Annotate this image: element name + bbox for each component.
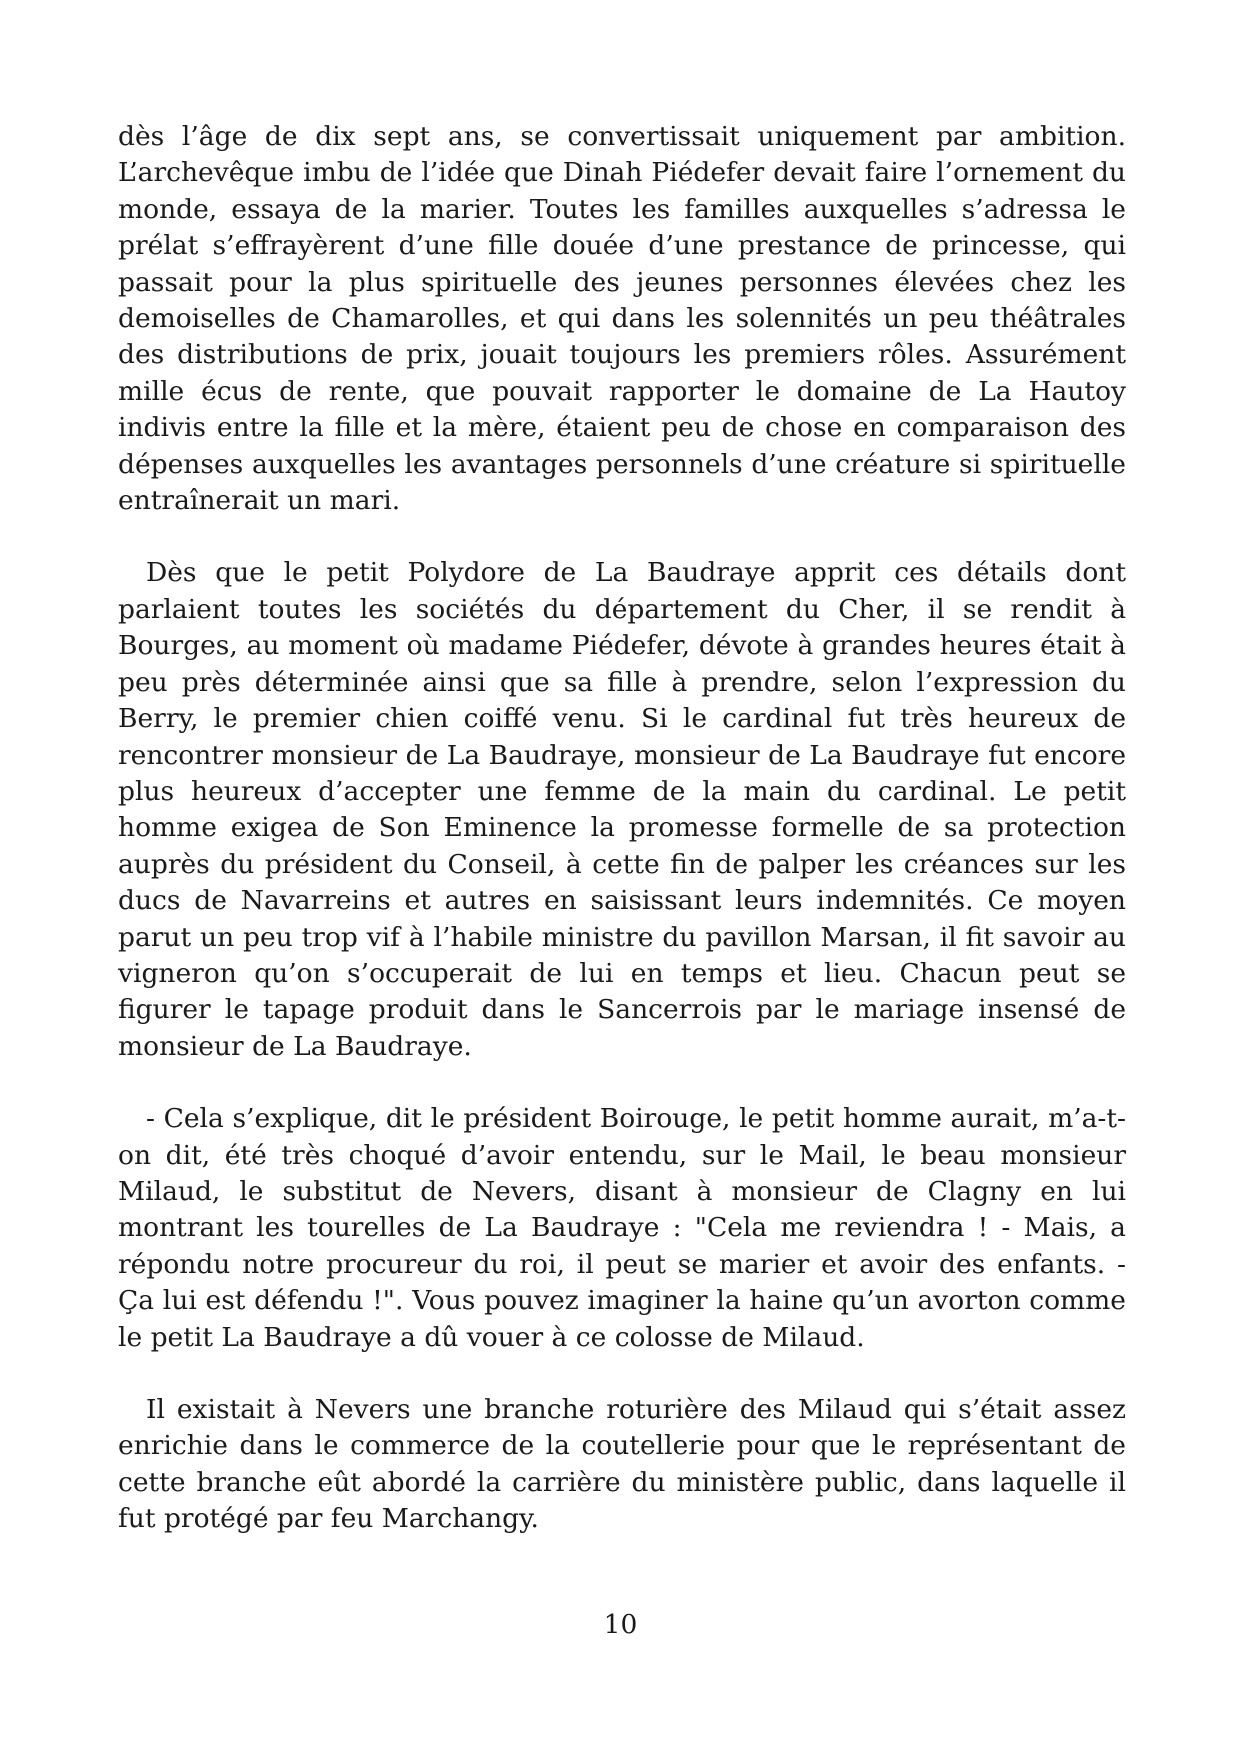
paragraph-1: dès l’âge de dix sept ans, se convertissait uniquement par ambition. L’archevêque imbu de l’idée que Dinah Piédefer devait faire l’ornement du monde, essaya de la marier. Toutes les familles auxquelles s’adressa le prélat s’effrayèrent d’une fille douée d’une prestance de princesse, qui passait pour la plus spirituelle des jeunes personnes élevées chez les demoiselles de Chamarolles, et qui dans les solennités un peu théâtrales des distributions de prix, jouait toujours les premiers rôles. Assurément mille écus de rente, que pouvait rapporter le domaine de La Hautoy indivis entre la fille et la mère, étaient peu de chose en comparaison des dépenses auxquelles les avantages personnels d’une créature si spirituelle entraînerait un mari.: [118, 121, 1126, 517]
page-number: 10: [603, 1609, 638, 1640]
paragraph-4: Il existait à Nevers une branche roturière des Milaud qui s’était assez enrichie dans le commerce de la coutellerie pour que le représentant de cette branche eût abordé la carrière du ministère public, dans laquelle il fut protégé par feu Marchangy.: [118, 1394, 1126, 1535]
paragraph-3: - Cela s’explique, dit le président Boirouge, le petit homme aurait, m’a-t-on dit, été très choqué d’avoir entendu, sur le Mail, le beau monsieur Milaud, le substitut de Nevers, disant à monsieur de Clagny en lui montrant les tourelles de La Baudraye : "Cela me reviendra ! - Mais, a répondu notre procureur du roi, il peut se marier et avoir des enfants. - Ça lui est défendu !". Vous pouvez imaginer la haine qu’un avorton comme le petit La Baudraye a dû vouer à ce colosse de Milaud.: [118, 1103, 1126, 1353]
paragraph-2: Dès que le petit Polydore de La Baudraye apprit ces détails dont parlaient toutes les sociétés du département du Cher, il se rendit à Bourges, au moment où madame Piédefer, dévote à grandes heures était à peu près déterminée ainsi que sa fille à prendre, selon l’expression du Berry, le premier chien coiffé venu. Si le cardinal fut très heureux de rencontrer monsieur de La Baudraye, monsieur de La Baudraye fut encore plus heureux d’accepter une femme de la main du cardinal. Le petit homme exigea de Son Eminence la promesse formelle de sa protection auprès du président du Conseil, à cette fin de palper les créances sur les ducs de Navarreins et autres en saisissant leurs indemnités. Ce moyen parut un peu trop vif à l’habile ministre du pavillon Marsan, il fit savoir au vigneron qu’on s’occuperait de lui en temps et lieu. Chacun peut se figurer le tapage produit dans le Sancerrois par le mariage insensé de monsieur de La Baudraye.: [118, 557, 1126, 1062]
page-body: [118, 119, 1126, 1538]
